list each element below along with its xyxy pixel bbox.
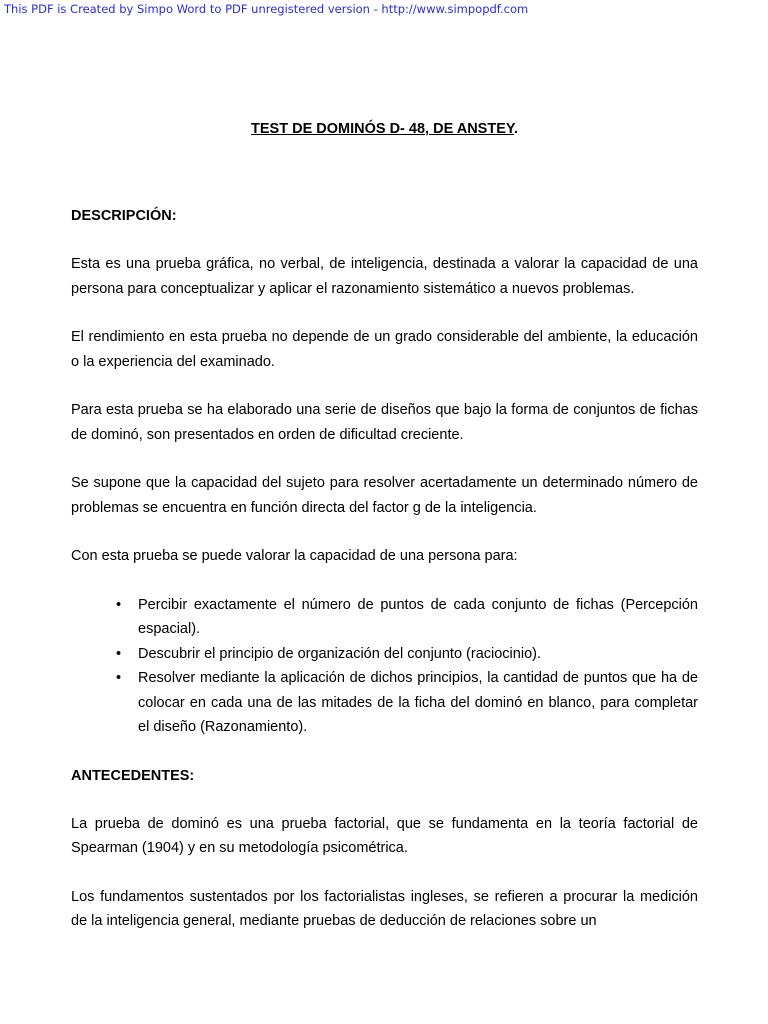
paragraph-descripcion-5: Con esta prueba se puede valorar la capacidad de una persona para: — [71, 548, 518, 564]
section-heading-descripcion: DESCRIPCIÓN: — [71, 208, 177, 224]
bullet-text: Descubrir el principio de organización del conjunto (raciocinio). — [138, 645, 541, 662]
paragraph-antecedentes-1: La prueba de dominó es una prueba factorial, que se fundamenta en la teoría factorial de Spearman (1904) y en su metodología psicométrica. — [71, 815, 698, 856]
paragraph-descripcion-3: Para esta prueba se ha elaborado una serie de diseños que bajo la forma de conjuntos de fichas de dominó, son presentados en orden de dificultad creciente. — [71, 402, 698, 443]
bullet-item — [116, 666, 698, 740]
bullet-text: Resolver mediante la aplicación de dichos principios, la cantidad de puntos que ha de colocar en cada una de las mitades de la ficha del dominó en blanco, para completar el diseño (Razonamiento). — [138, 670, 698, 735]
paragraph-descripcion-4: Se supone que la capacidad del sujeto para resolver acertadamente un determinado número de problemas se encuentra en función directa del factor g de la inteligencia. — [71, 475, 698, 516]
paragraph-descripcion-1: Esta es una prueba gráfica, no verbal, de inteligencia, destinada a valorar la capacidad de una persona para conceptualizar y aplicar el razonamiento sistemático a nuevos problemas. — [71, 256, 698, 297]
watermark-text: This PDF is Created by Simpo Word to PDF unregistered version - http://www.simpopdf.com — [4, 2, 529, 16]
bullet-icon: • — [116, 670, 122, 686]
paragraph-antecedentes-2: Los fundamentos sustentados por los factorialistas ingleses, se refieren a procurar la medición de la inteligencia general, mediante pruebas de deducción de relaciones sobre un — [71, 888, 698, 929]
bullet-icon: • — [116, 596, 122, 613]
document-title — [71, 117, 698, 141]
bullet-icon: • — [116, 645, 122, 662]
bullet-list — [71, 593, 698, 740]
bullet-item — [116, 642, 698, 667]
document-title-period: . — [513, 121, 518, 137]
document-page — [71, 117, 698, 934]
paragraph-descripcion-2: El rendimiento en esta prueba no depende de un grado considerable del ambiente, la educación o la experiencia del examinado. — [71, 329, 698, 370]
bullet-item — [116, 593, 698, 642]
section-heading-antecedentes: ANTECEDENTES: — [71, 767, 195, 784]
bullet-text: Percibir exactamente el número de puntos de cada conjunto de fichas (Percepción espacial). — [138, 596, 698, 637]
document-title-text: TEST DE DOMINÓS D- 48, DE ANSTEY — [251, 121, 514, 137]
